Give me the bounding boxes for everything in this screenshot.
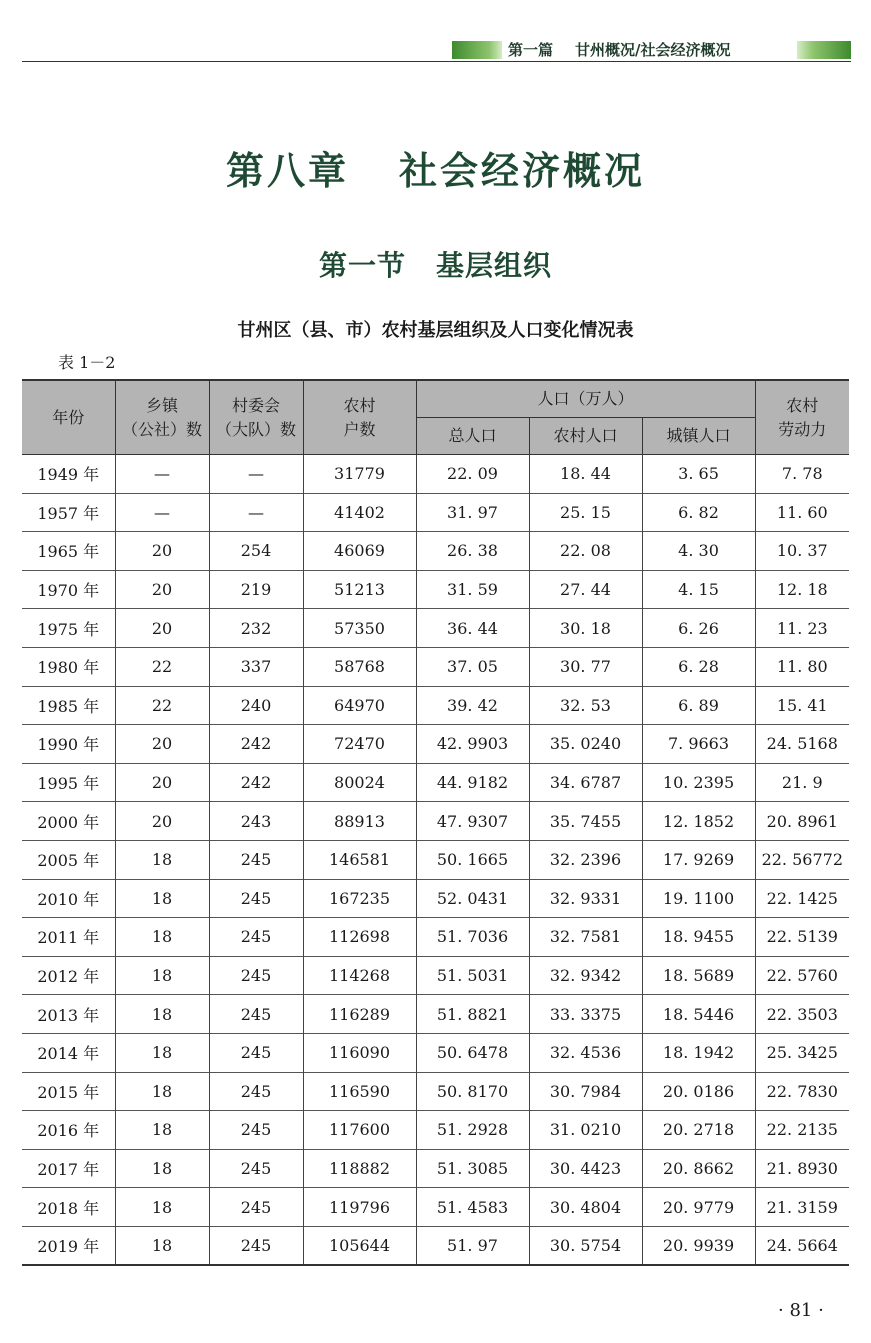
header-divider: [22, 61, 851, 62]
cell-villages: 240: [209, 686, 303, 725]
cell-villages: 245: [209, 1072, 303, 1111]
cell-labor: 22. 56772: [755, 840, 849, 879]
cell-urban-population: 20. 9779: [642, 1188, 755, 1227]
cell-labor: 22. 5760: [755, 956, 849, 995]
cell-labor: 22. 5139: [755, 918, 849, 957]
cell-townships: 18: [115, 840, 209, 879]
table-row: [22, 1072, 849, 1111]
table-row: [22, 609, 849, 648]
cell-urban-population: 18. 5446: [642, 995, 755, 1034]
table-row: [22, 763, 849, 802]
cell-households: 112698: [303, 918, 416, 957]
cell-rural-population: 32. 9342: [529, 956, 642, 995]
cell-villages: —: [209, 493, 303, 532]
cell-households: 64970: [303, 686, 416, 725]
cell-labor: 22. 7830: [755, 1072, 849, 1111]
cell-labor: 21. 8930: [755, 1149, 849, 1188]
header-villages-line2: （大队）数: [215, 419, 296, 439]
cell-year: 2017 年: [22, 1149, 115, 1188]
cell-rural-population: 35. 7455: [529, 802, 642, 841]
cell-rural-population: 27. 44: [529, 570, 642, 609]
cell-total-population: 51. 7036: [416, 918, 529, 957]
table-row: [22, 1033, 849, 1072]
table-row: [22, 1188, 849, 1227]
cell-households: 119796: [303, 1188, 416, 1227]
cell-year: 1995 年: [22, 763, 115, 802]
cell-households: 31779: [303, 455, 416, 494]
cell-townships: 18: [115, 995, 209, 1034]
cell-townships: 18: [115, 1188, 209, 1227]
cell-urban-population: 6. 89: [642, 686, 755, 725]
cell-townships: 18: [115, 918, 209, 957]
table-row: [22, 995, 849, 1034]
header-decor-bar-right: [797, 41, 851, 59]
cell-total-population: 31. 97: [416, 493, 529, 532]
cell-townships: 20: [115, 609, 209, 648]
cell-villages: 245: [209, 879, 303, 918]
cell-households: 58768: [303, 647, 416, 686]
section-name: 基层组织: [436, 249, 553, 282]
cell-total-population: 22. 09: [416, 455, 529, 494]
cell-total-population: 51. 5031: [416, 956, 529, 995]
cell-rural-population: 22. 08: [529, 532, 642, 571]
cell-urban-population: 18. 1942: [642, 1033, 755, 1072]
cell-households: 114268: [303, 956, 416, 995]
cell-townships: 20: [115, 802, 209, 841]
table-row: [22, 802, 849, 841]
cell-households: 41402: [303, 493, 416, 532]
table-row: [22, 918, 849, 957]
cell-rural-population: 30. 7984: [529, 1072, 642, 1111]
cell-households: 167235: [303, 879, 416, 918]
chapter-number: 第八章: [225, 149, 349, 193]
cell-households: 88913: [303, 802, 416, 841]
table-number: 表 1－2: [58, 353, 116, 372]
cell-rural-population: 30. 4804: [529, 1188, 642, 1227]
cell-townships: 20: [115, 570, 209, 609]
cell-townships: 22: [115, 647, 209, 686]
cell-total-population: 36. 44: [416, 609, 529, 648]
header-villages-line1: 村委会: [231, 395, 280, 415]
table-row: [22, 493, 849, 532]
cell-rural-population: 30. 5754: [529, 1226, 642, 1265]
cell-townships: 18: [115, 1033, 209, 1072]
cell-villages: 254: [209, 532, 303, 571]
cell-urban-population: 10. 2395: [642, 763, 755, 802]
cell-rural-population: 31. 0210: [529, 1111, 642, 1150]
cell-labor: 21. 3159: [755, 1188, 849, 1227]
header-urban-population: 城镇人口: [642, 418, 755, 455]
cell-total-population: 31. 59: [416, 570, 529, 609]
table-row: [22, 532, 849, 571]
cell-households: 46069: [303, 532, 416, 571]
section-number: 第一节: [318, 249, 406, 282]
cell-urban-population: 17. 9269: [642, 840, 755, 879]
header-townships-line2: （公社）数: [121, 419, 202, 439]
header-households: [303, 380, 416, 455]
cell-year: 2010 年: [22, 879, 115, 918]
population-table: [22, 379, 849, 1266]
cell-total-population: 52. 0431: [416, 879, 529, 918]
header-labor-line2: 劳动力: [778, 419, 827, 439]
cell-labor: 22. 3503: [755, 995, 849, 1034]
cell-households: 146581: [303, 840, 416, 879]
header-labor: [755, 380, 849, 455]
header-townships: [115, 380, 209, 455]
cell-total-population: 51. 2928: [416, 1111, 529, 1150]
cell-households: 116289: [303, 995, 416, 1034]
cell-urban-population: 20. 8662: [642, 1149, 755, 1188]
cell-rural-population: 33. 3375: [529, 995, 642, 1034]
cell-total-population: 51. 97: [416, 1226, 529, 1265]
cell-year: 1949 年: [22, 455, 115, 494]
header-population-group: 人口（万人）: [416, 380, 755, 418]
cell-labor: 11. 23: [755, 609, 849, 648]
cell-total-population: 50. 8170: [416, 1072, 529, 1111]
cell-rural-population: 34. 6787: [529, 763, 642, 802]
table-row: [22, 1111, 849, 1150]
cell-villages: 219: [209, 570, 303, 609]
header-rural-population: 农村人口: [529, 418, 642, 455]
cell-townships: 20: [115, 532, 209, 571]
cell-year: 1990 年: [22, 725, 115, 764]
cell-total-population: 42. 9903: [416, 725, 529, 764]
cell-year: 2012 年: [22, 956, 115, 995]
cell-year: 2015 年: [22, 1072, 115, 1111]
cell-year: 1965 年: [22, 532, 115, 571]
table-row: [22, 840, 849, 879]
cell-total-population: 50. 6478: [416, 1033, 529, 1072]
cell-year: 1957 年: [22, 493, 115, 532]
cell-townships: 18: [115, 879, 209, 918]
cell-households: 105644: [303, 1226, 416, 1265]
cell-year: 1975 年: [22, 609, 115, 648]
table-caption: 甘州区（县、市）农村基层组织及人口变化情况表: [237, 320, 634, 341]
cell-households: 117600: [303, 1111, 416, 1150]
table-row: [22, 956, 849, 995]
cell-year: 1970 年: [22, 570, 115, 609]
cell-year: 2016 年: [22, 1111, 115, 1150]
cell-total-population: 50. 1665: [416, 840, 529, 879]
cell-year: 2005 年: [22, 840, 115, 879]
cell-rural-population: 32. 4536: [529, 1033, 642, 1072]
cell-rural-population: 30. 18: [529, 609, 642, 648]
cell-rural-population: 35. 0240: [529, 725, 642, 764]
cell-villages: 242: [209, 763, 303, 802]
cell-rural-population: 30. 4423: [529, 1149, 642, 1188]
cell-year: 2018 年: [22, 1188, 115, 1227]
cell-urban-population: 20. 9939: [642, 1226, 755, 1265]
cell-urban-population: 6. 28: [642, 647, 755, 686]
cell-villages: 245: [209, 956, 303, 995]
cell-townships: —: [115, 493, 209, 532]
cell-villages: 245: [209, 1111, 303, 1150]
cell-urban-population: 4. 30: [642, 532, 755, 571]
running-header-part: 第一篇: [508, 41, 554, 59]
header-decor-bar-left: [452, 41, 502, 59]
table-row: [22, 1226, 849, 1265]
cell-villages: —: [209, 455, 303, 494]
table-row: [22, 647, 849, 686]
cell-households: 57350: [303, 609, 416, 648]
cell-year: 2014 年: [22, 1033, 115, 1072]
cell-villages: 245: [209, 1033, 303, 1072]
cell-urban-population: 18. 9455: [642, 918, 755, 957]
cell-villages: 242: [209, 725, 303, 764]
cell-villages: 245: [209, 918, 303, 957]
cell-townships: 20: [115, 725, 209, 764]
cell-townships: 18: [115, 1226, 209, 1265]
header-villages: [209, 380, 303, 455]
cell-total-population: 44. 9182: [416, 763, 529, 802]
cell-urban-population: 6. 26: [642, 609, 755, 648]
cell-urban-population: 6. 82: [642, 493, 755, 532]
cell-total-population: 51. 3085: [416, 1149, 529, 1188]
cell-rural-population: 32. 9331: [529, 879, 642, 918]
cell-year: 1980 年: [22, 647, 115, 686]
cell-labor: 15. 41: [755, 686, 849, 725]
cell-total-population: 47. 9307: [416, 802, 529, 841]
cell-labor: 10. 37: [755, 532, 849, 571]
table-row: [22, 1149, 849, 1188]
cell-total-population: 39. 42: [416, 686, 529, 725]
cell-villages: 245: [209, 1188, 303, 1227]
cell-townships: 18: [115, 1111, 209, 1150]
cell-townships: 22: [115, 686, 209, 725]
page-number: · 81 ·: [778, 1300, 824, 1321]
cell-total-population: 51. 4583: [416, 1188, 529, 1227]
header-households-line2: 户数: [343, 419, 376, 439]
cell-townships: —: [115, 455, 209, 494]
cell-labor: 25. 3425: [755, 1033, 849, 1072]
cell-year: 1985 年: [22, 686, 115, 725]
table-row: [22, 455, 849, 494]
cell-rural-population: 32. 53: [529, 686, 642, 725]
cell-households: 116090: [303, 1033, 416, 1072]
section-title: [0, 244, 871, 284]
cell-rural-population: 18. 44: [529, 455, 642, 494]
cell-rural-population: 32. 2396: [529, 840, 642, 879]
cell-urban-population: 18. 5689: [642, 956, 755, 995]
cell-rural-population: 30. 77: [529, 647, 642, 686]
header-townships-line1: 乡镇: [145, 395, 178, 415]
cell-labor: 11. 80: [755, 647, 849, 686]
table-row: [22, 879, 849, 918]
cell-urban-population: 7. 9663: [642, 725, 755, 764]
cell-labor: 7. 78: [755, 455, 849, 494]
cell-total-population: 37. 05: [416, 647, 529, 686]
cell-villages: 232: [209, 609, 303, 648]
cell-rural-population: 25. 15: [529, 493, 642, 532]
cell-townships: 20: [115, 763, 209, 802]
cell-villages: 337: [209, 647, 303, 686]
cell-urban-population: 20. 0186: [642, 1072, 755, 1111]
cell-labor: 22. 2135: [755, 1111, 849, 1150]
cell-labor: 12. 18: [755, 570, 849, 609]
cell-urban-population: 3. 65: [642, 455, 755, 494]
header-labor-line1: 农村: [786, 395, 819, 415]
cell-urban-population: 20. 2718: [642, 1111, 755, 1150]
table-body: [22, 455, 849, 1266]
cell-year: 2011 年: [22, 918, 115, 957]
header-total-population: 总人口: [416, 418, 529, 455]
cell-urban-population: 4. 15: [642, 570, 755, 609]
cell-urban-population: 19. 1100: [642, 879, 755, 918]
cell-urban-population: 12. 1852: [642, 802, 755, 841]
cell-households: 51213: [303, 570, 416, 609]
table-row: [22, 686, 849, 725]
cell-households: 116590: [303, 1072, 416, 1111]
cell-townships: 18: [115, 1149, 209, 1188]
cell-villages: 243: [209, 802, 303, 841]
cell-year: 2019 年: [22, 1226, 115, 1265]
cell-townships: 18: [115, 1072, 209, 1111]
header-households-line1: 农村: [343, 395, 376, 415]
running-header-title: 甘州概况/社会经济概况: [575, 41, 731, 59]
cell-labor: 21. 9: [755, 763, 849, 802]
cell-townships: 18: [115, 956, 209, 995]
cell-rural-population: 32. 7581: [529, 918, 642, 957]
table-row: [22, 725, 849, 764]
cell-villages: 245: [209, 1149, 303, 1188]
cell-labor: 20. 8961: [755, 802, 849, 841]
cell-year: 2000 年: [22, 802, 115, 841]
chapter-name: 社会经济概况: [399, 149, 646, 193]
cell-total-population: 26. 38: [416, 532, 529, 571]
header-year: 年份: [22, 380, 115, 455]
cell-labor: 22. 1425: [755, 879, 849, 918]
chapter-title: [0, 140, 871, 195]
cell-labor: 24. 5168: [755, 725, 849, 764]
cell-labor: 11. 60: [755, 493, 849, 532]
cell-households: 72470: [303, 725, 416, 764]
cell-households: 80024: [303, 763, 416, 802]
cell-villages: 245: [209, 1226, 303, 1265]
running-header: [0, 0, 871, 70]
cell-year: 2013 年: [22, 995, 115, 1034]
cell-households: 118882: [303, 1149, 416, 1188]
cell-villages: 245: [209, 840, 303, 879]
running-header-text: [508, 40, 794, 60]
cell-total-population: 51. 8821: [416, 995, 529, 1034]
table-row: [22, 570, 849, 609]
cell-labor: 24. 5664: [755, 1226, 849, 1265]
cell-villages: 245: [209, 995, 303, 1034]
table-header: [22, 380, 849, 455]
